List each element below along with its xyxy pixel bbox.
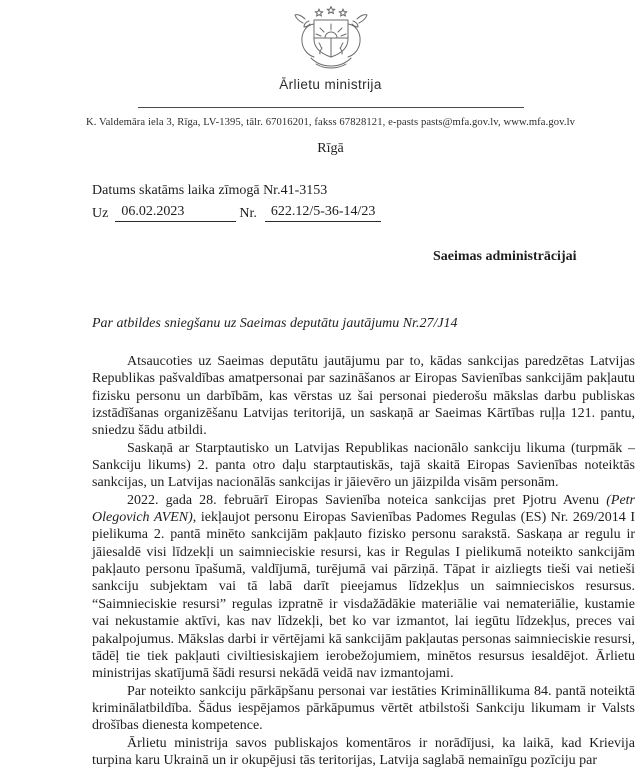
date-stamp-line: Datums skatāms laika zīmogā Nr.41-3153 bbox=[92, 183, 328, 198]
nr-label: Nr. bbox=[239, 206, 257, 221]
letter-body bbox=[92, 353, 635, 769]
body-paragraph: Par noteikto sankciju pārkāpšanu personai var iestāties Krimināllikuma 84. pantā noteiktā kriminālatbildība. Šādus iespējamos pārkāpumus vērtēt atbilstoši Sankciju likumam ir Valsts drošības dienesta kompetence. bbox=[92, 683, 635, 734]
contact-line: K. Valdemāra iela 3, Rīga, LV-1395, tālr. 67016201, fakss 67828121, e-pasts pasts@mfa.gov.lv, www.mfa.gov.lv bbox=[85, 117, 576, 128]
uz-value: 06.02.2023 bbox=[115, 204, 236, 222]
body-paragraph: 2022. gada 28. februārī Eiropas Savienība noteica sankcijas pret Pjotru Avenu (Petr Olegovich AVEN), iekļaujot personu Eiropas Savienības Padomes Regulas (ES) Nr. 269/2014 I pielikuma 2. pantā minēto sankcijām pakļauto fizisko personu sarakstā. Saskaņa ar regulu ir jāiesaldē visi līdzekļi un saimnieciskie resursi, kas ir Regulas I pielikumā noteikto sankcijām pakļauto personu īpašumā, valdījumā, turējumā vai pārziņā. Tāpat ir aizliegts tieši vai netieši sankciju subjektam vai tā labā darīt pieejamus līdzekļus un saimnieciskos resursus. “Saimnieciskie resursi” regulas izpratnē ir visdažādākie materiālie vai nemateriālie, kustamie vai nekustamie aktīvi, kas nav līdzekļi, bet ko var izmantot, lai iegūtu līdzekļus, preces vai pakalpojumus. Mākslas darbi ir vērtējami kā sankcijām pakļautas personas saimnieciskie resursi, tādēļ tie tiek pakļauti civiltiesiskajiem ierobežojumiem, minētos resursus iesaldējot. Ārlietu ministrijas skatījumā šādi resursi nekādā veidā nav izmantojami. bbox=[92, 492, 635, 682]
subject-line: Par atbildes sniegšanu uz Saeimas deputātu jautājumu Nr.27/J14 bbox=[92, 316, 458, 331]
city-line: Rīgā bbox=[317, 141, 344, 156]
nr-value: 622.12/5-36-14/23 bbox=[265, 204, 381, 222]
latvia-coat-of-arms-icon bbox=[279, 6, 383, 70]
body-paragraph: Saskaņā ar Starptautisko un Latvijas Republikas nacionālo sankciju likuma (turpmāk – Sankciju likums) 2. panta otro daļu starptautiskās, tajā skaitā Eiropas Savienības noteiktās sankcijas, un Latvijas nacionālās sankcijas ir jāievēro un jāizpilda visām personām. bbox=[92, 440, 635, 491]
letter-content bbox=[0, 183, 643, 769]
addressee: Saeimas administrācijai bbox=[433, 249, 577, 264]
body-paragraph: Ārlietu ministrija savos publiskajos komentāros ir norādījusi, ka laikā, kad Krievija turpina karu Ukrainā un ir okupējusi tās teritorijas, Latvija saglabā nemainīgu pozīciju par bbox=[92, 735, 635, 768]
letterhead bbox=[9, 0, 643, 157]
letterhead-divider bbox=[138, 107, 524, 108]
uz-label: Uz bbox=[92, 206, 109, 221]
ministry-name: Ārlietu ministrija bbox=[279, 77, 382, 92]
reference-line bbox=[92, 204, 635, 222]
body-paragraph: Atsaucoties uz Saeimas deputātu jautājumu par to, kādas sankcijas paredzētas Latvijas Republikas pašvaldības amatpersonai par sazināšanos ar Eiropas Savienības sankcijām pakļautu fizisku personu un darbībām, kas vērstas uz šai personai piederošu mākslas darbu publiskas izstādīšanas organizēšanu Latvijas teritorijā, un saskaņā ar Saeimas Kārtības ruļļa 121. pantu, sniedzu šādu atbildi. bbox=[92, 354, 635, 439]
